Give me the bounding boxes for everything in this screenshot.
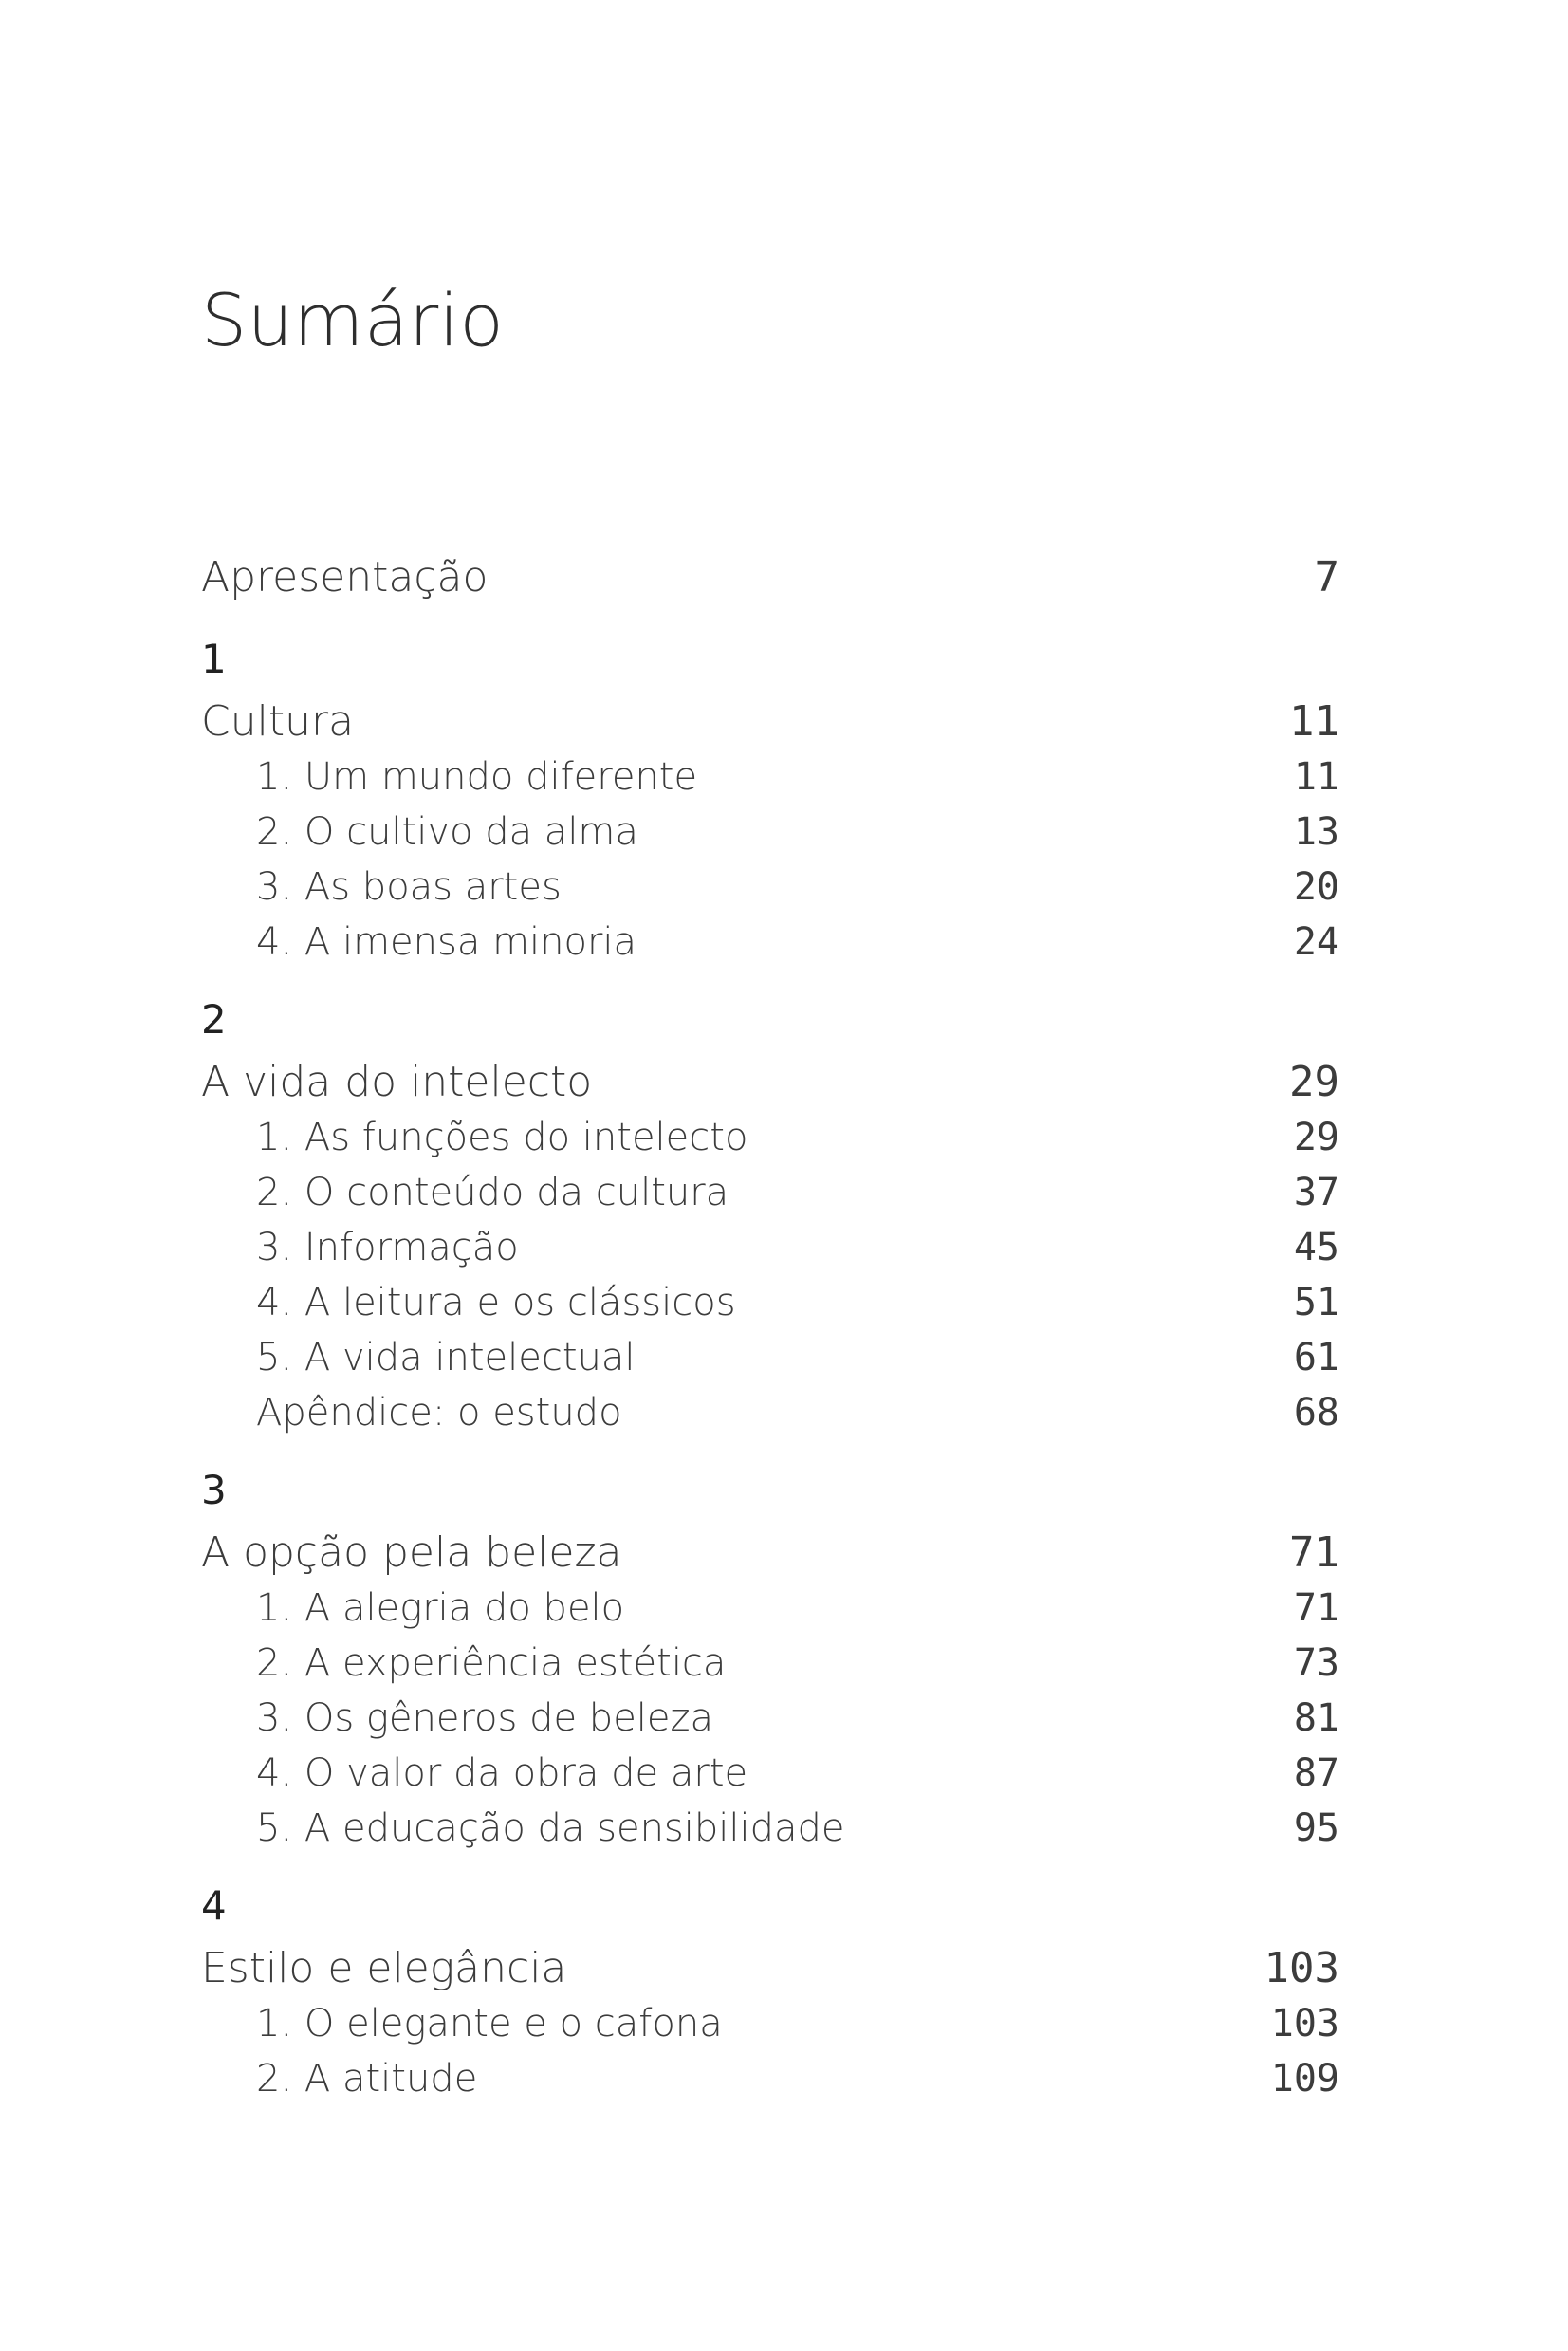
subentry-page: 13 — [1293, 810, 1339, 854]
toc-subentry — [201, 1636, 1339, 1691]
toc-subentry — [201, 750, 1339, 805]
toc-subentry — [201, 915, 1339, 970]
chapter-title: A vida do intelecto — [201, 1058, 593, 1106]
chapter-title-row — [201, 1941, 1339, 1996]
toc-subentry — [201, 1275, 1339, 1330]
chapter-page: 71 — [1289, 1528, 1339, 1577]
subentry-label: 4. O valor da obra de arte — [256, 1751, 748, 1795]
subentry-label: 2. O cultivo da alma — [256, 810, 638, 854]
subentry-label: 3. Os gêneros de beleza — [256, 1696, 714, 1740]
subentry-label: 3. Informação — [256, 1226, 519, 1269]
toc-subentry — [201, 1330, 1339, 1385]
toc-subentry — [201, 1581, 1339, 1636]
chapter-title-row — [201, 1055, 1339, 1110]
chapter-3 — [201, 1463, 1339, 1856]
chapter-number: 4 — [201, 1882, 227, 1929]
subentry-page: 37 — [1293, 1171, 1339, 1214]
chapter-number: 3 — [201, 1467, 227, 1513]
toc-entry-page: 7 — [1314, 553, 1339, 602]
chapter-4 — [201, 1879, 1339, 2106]
chapter-page: 11 — [1289, 697, 1339, 746]
subentry-label: 4. A leitura e os clássicos — [256, 1281, 736, 1324]
chapter-page: 103 — [1264, 1944, 1339, 1992]
subentry-label: 5. A educação da sensibilidade — [256, 1806, 845, 1850]
subentry-label: 2. A atitude — [256, 2057, 478, 2101]
chapter-title: A opção pela beleza — [201, 1528, 622, 1577]
chapter-title: Cultura — [201, 697, 355, 746]
subentry-label: 1. A alegria do belo — [256, 1586, 625, 1630]
subentry-label: 1. O elegante e o cafona — [256, 2002, 723, 2046]
subentry-label: 2. O conteúdo da cultura — [256, 1171, 729, 1214]
subentry-page: 109 — [1270, 2057, 1339, 2101]
chapter-title-row — [201, 1526, 1339, 1581]
toc-subentry — [201, 1691, 1339, 1746]
subentry-page: 95 — [1293, 1806, 1339, 1850]
toc-subentry — [201, 1996, 1339, 2051]
subentry-page: 68 — [1293, 1391, 1339, 1435]
page-title: Sumário — [201, 278, 505, 362]
toc-entry-intro — [201, 548, 1339, 607]
subentry-label: 4. A imensa minoria — [256, 920, 637, 964]
toc-subentry — [201, 1801, 1339, 1856]
toc-subentry — [201, 2051, 1339, 2106]
toc-subentry — [201, 1746, 1339, 1801]
toc-subentry — [201, 1385, 1339, 1440]
subentry-page: 24 — [1293, 920, 1339, 964]
chapter-2 — [201, 992, 1339, 1440]
subentry-label: 1. Um mundo diferente — [256, 755, 698, 799]
chapter-title: Estilo e elegância — [201, 1944, 567, 1992]
subentry-page: 51 — [1293, 1281, 1339, 1324]
subentry-page: 20 — [1293, 865, 1339, 909]
subentry-label: Apêndice: o estudo — [256, 1391, 622, 1435]
chapter-number: 2 — [201, 996, 227, 1043]
subentry-page: 103 — [1270, 2002, 1339, 2046]
toc-subentry — [201, 1110, 1339, 1165]
subentry-page: 11 — [1293, 755, 1339, 799]
toc-subentry — [201, 1220, 1339, 1275]
toc-subentry — [201, 1165, 1339, 1220]
table-of-contents — [201, 548, 1339, 2129]
chapter-number: 1 — [201, 636, 227, 682]
subentry-page: 81 — [1293, 1696, 1339, 1740]
chapter-page: 29 — [1289, 1058, 1339, 1106]
toc-subentry — [201, 805, 1339, 860]
subentry-page: 71 — [1293, 1586, 1339, 1630]
subentry-page: 87 — [1293, 1751, 1339, 1795]
subentry-page: 73 — [1293, 1641, 1339, 1685]
toc-entry-label: Apresentação — [201, 553, 489, 602]
subentry-page: 29 — [1293, 1116, 1339, 1159]
subentry-label: 1. As funções do intelecto — [256, 1116, 748, 1159]
subentry-page: 45 — [1293, 1226, 1339, 1269]
toc-subentry — [201, 860, 1339, 915]
chapter-title-row — [201, 694, 1339, 750]
subentry-label: 2. A experiência estética — [256, 1641, 727, 1685]
subentry-label: 3. As boas artes — [256, 865, 562, 909]
chapter-1 — [201, 632, 1339, 970]
subentry-label: 5. A vida intelectual — [256, 1336, 636, 1379]
subentry-page: 61 — [1293, 1336, 1339, 1379]
